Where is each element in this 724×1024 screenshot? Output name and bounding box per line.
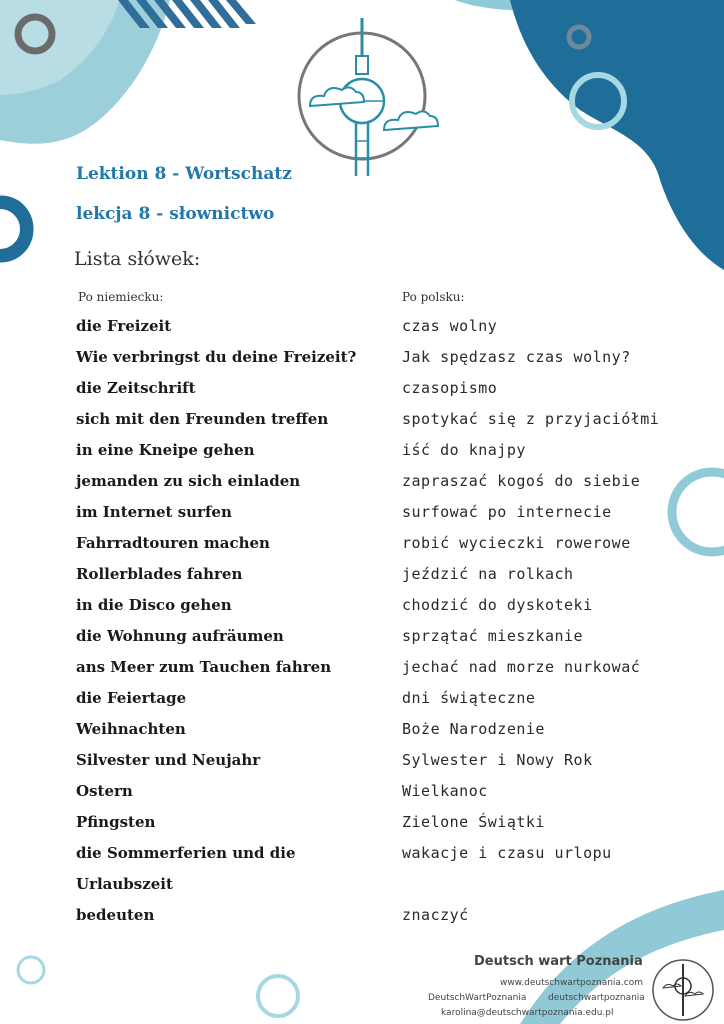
vocab-list-heading: Lista słówek: (74, 248, 201, 270)
vocab-polish: jechać nad morze nurkować (402, 658, 641, 676)
vocab-polish: robić wycieczki rowerowe (402, 534, 631, 552)
ring-decoration-right (672, 472, 724, 552)
vocab-german: im Internet surfen (76, 503, 232, 521)
vocab-polish: dni świąteczne (402, 689, 536, 707)
vocab-german: Fahrradtouren machen (76, 534, 270, 552)
vocab-polish: iść do knajpy (402, 441, 526, 459)
vocab-german: Weihnachten (76, 720, 186, 738)
vocab-german: Wie verbringst du deine Freizeit? (76, 348, 357, 366)
vocab-polish: sprzątać mieszkanie (402, 627, 584, 645)
vocab-polish: czas wolny (402, 317, 498, 335)
vocab-polish: czasopismo (402, 379, 498, 397)
vocab-german: bedeuten (76, 906, 155, 924)
vocab-german: in eine Kneipe gehen (76, 441, 255, 459)
left-half-ring (0, 205, 24, 253)
vocab-german: Pfingsten (76, 813, 156, 831)
footer-email[interactable]: karolina@deutschwartpoznania.edu.pl (441, 1008, 614, 1018)
footer-website[interactable]: www.deutschwartpoznania.com (500, 978, 644, 988)
footer-instagram[interactable]: deutschwartpoznania (548, 993, 645, 1003)
footer-brand: Deutsch wart Poznania (474, 954, 643, 969)
vocab-german: die Zeitschrift (76, 379, 196, 397)
vocab-polish: zapraszać kogoś do siebie (402, 472, 641, 490)
vocab-polish: surfować po internecie (402, 503, 612, 521)
footer-facebook[interactable]: DeutschWartPoznania (428, 993, 527, 1003)
vocab-german: Silvester und Neujahr (76, 751, 261, 769)
vocab-german: die Freizeit (76, 317, 172, 335)
tv-tower-logo (299, 18, 438, 176)
vocab-german: Urlaubszeit (76, 875, 173, 893)
vocab-polish: Wielkanoc (402, 782, 488, 800)
vocab-polish: Boże Narodzenie (402, 720, 545, 738)
vocab-polish: jeździć na rolkach (402, 565, 574, 583)
page-title-german: Lektion 8 - Wortschatz (76, 164, 292, 184)
vocab-polish: spotykać się z przyjaciółmi (402, 410, 660, 428)
vocab-german: Ostern (76, 782, 133, 800)
vocab-german: die Sommerferien und die (76, 844, 296, 862)
vocab-polish: Jak spędzasz czas wolny? (402, 348, 631, 366)
ring-decoration-bottom-left (18, 957, 44, 983)
vocab-polish: chodzić do dyskoteki (402, 596, 593, 614)
page-title-polish: lekcja 8 - słownictwo (76, 204, 275, 224)
column-header-german: Po niemiecku: (78, 290, 164, 304)
vocab-polish: wakacje i czasu urlopu (402, 844, 612, 862)
vocab-german: Rollerblades fahren (76, 565, 243, 583)
vocab-polish: Sylwester i Nowy Rok (402, 751, 593, 769)
ring-decoration-bottom-mid (258, 976, 298, 1016)
column-header-polish: Po polsku: (402, 290, 465, 304)
vocab-german: die Wohnung aufräumen (76, 627, 284, 645)
footer-tv-tower-logo (653, 960, 713, 1020)
vocab-german: jemanden zu sich einladen (76, 472, 301, 490)
top-right-dark-shape (510, 0, 724, 270)
vocab-german: ans Meer zum Tauchen fahren (76, 658, 332, 676)
vocab-german: sich mit den Freunden treffen (76, 410, 329, 428)
vocab-german: in die Disco gehen (76, 596, 232, 614)
vocab-polish: znaczyć (402, 906, 469, 924)
vocab-german: die Feiertage (76, 689, 187, 707)
vocab-polish: Zielone Świątki (402, 813, 545, 831)
